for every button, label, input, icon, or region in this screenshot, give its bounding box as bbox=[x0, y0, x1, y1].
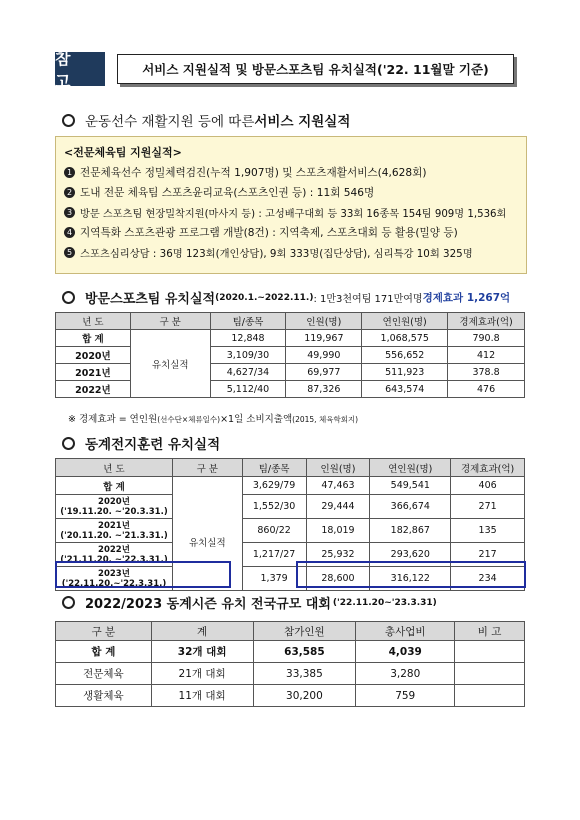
table-cell: 511,923 bbox=[362, 364, 448, 381]
table-row bbox=[56, 519, 525, 543]
table-cell: 5,112/40 bbox=[210, 381, 286, 398]
column-header: 비 고 bbox=[455, 622, 525, 641]
section2-title-text: 방문스포츠팀 유치실적 bbox=[85, 292, 216, 307]
note-prefix: ※ 경제효과 = 연인원 bbox=[68, 414, 158, 425]
table-cell: 406 bbox=[451, 477, 525, 495]
period-range: ('22.11.20.~'22.3.31.) bbox=[61, 578, 167, 589]
table-cell: 293,620 bbox=[370, 543, 451, 567]
table-cell: 412 bbox=[448, 347, 525, 364]
table-cell: 234 bbox=[451, 567, 525, 591]
table-cell: 549,541 bbox=[370, 477, 451, 495]
table-cell: 합 계 bbox=[56, 330, 131, 347]
list-item-text: 도내 전문 체육팀 스포츠윤리교육(스포츠인권 등) : 11회 546명 bbox=[80, 187, 375, 199]
table-row bbox=[56, 347, 525, 364]
table-cell: 643,574 bbox=[362, 381, 448, 398]
bullet-circle-icon bbox=[62, 114, 75, 127]
table-header-row bbox=[56, 622, 525, 641]
list-item bbox=[64, 225, 526, 240]
table-cell: 3,109/30 bbox=[210, 347, 286, 364]
table-cell: 21개 대회 bbox=[151, 663, 253, 685]
table-cell: 1,068,575 bbox=[362, 330, 448, 347]
table-cell: 135 bbox=[451, 519, 525, 543]
table-cell: 271 bbox=[451, 495, 525, 519]
table-cell: 전문체육 bbox=[56, 663, 152, 685]
column-header: 구 분 bbox=[172, 459, 242, 477]
list-item-text: 스포츠심리상담 : 36명 123회(개인상담), 9회 333명(집단상담), 심리특강 10회 325명 bbox=[80, 248, 473, 260]
highlight-2023-values bbox=[296, 561, 526, 588]
table-row bbox=[56, 495, 525, 519]
column-header: 구 분 bbox=[130, 313, 210, 330]
section4-title bbox=[62, 593, 437, 612]
table-cell: 69,977 bbox=[286, 364, 362, 381]
table-row bbox=[56, 663, 525, 685]
number-2-icon: 2 bbox=[64, 187, 75, 198]
table-cell: 366,674 bbox=[370, 495, 451, 519]
table-cell: 1,379 bbox=[242, 567, 306, 591]
reference-tag: 참 고 bbox=[55, 52, 105, 86]
table-row bbox=[56, 381, 525, 398]
section1-title-bold: 서비스 지원실적 bbox=[254, 114, 351, 130]
table-cell: 556,652 bbox=[362, 347, 448, 364]
list-item-text: 전문체육선수 정밀체력검진(누적 1,907명) 및 스포츠재활서비스(4,628회) bbox=[80, 167, 427, 179]
section1-title-prefix: 운동선수 재활지원 등에 따른 bbox=[85, 114, 255, 130]
bullet-circle-icon bbox=[62, 596, 75, 609]
note-small: (선수단×체류일수) bbox=[157, 415, 221, 424]
number-5-icon: 5 bbox=[64, 247, 75, 258]
table-cell: 2022년 bbox=[56, 381, 131, 398]
table-cell: 63,585 bbox=[253, 641, 356, 663]
year-cell bbox=[56, 495, 173, 519]
section4-title-text: 2022/2023 동계시즌 유치 전국규모 대회 bbox=[85, 597, 331, 612]
category-cell: 유치실적 bbox=[172, 495, 242, 591]
column-header: 경제효과(억) bbox=[451, 459, 525, 477]
note-mid: ×1일 소비지출액 bbox=[220, 414, 293, 425]
table-header-row bbox=[56, 459, 525, 477]
column-header: 계 bbox=[151, 622, 253, 641]
table-cell: 87,326 bbox=[286, 381, 362, 398]
list-item bbox=[64, 185, 526, 200]
total-row bbox=[56, 477, 525, 495]
support-record-box bbox=[55, 136, 527, 274]
table-cell: 119,967 bbox=[286, 330, 362, 347]
year-label: 2020년 bbox=[98, 496, 130, 507]
table-cell: 49,990 bbox=[286, 347, 362, 364]
table-cell: 3,280 bbox=[356, 663, 455, 685]
table-cell: 32개 대회 bbox=[151, 641, 253, 663]
table-header-row bbox=[56, 313, 525, 330]
column-header: 년 도 bbox=[56, 459, 173, 477]
column-header: 총사업비 bbox=[356, 622, 455, 641]
table-cell: 생활체육 bbox=[56, 685, 152, 707]
table-cell: 28,600 bbox=[306, 567, 370, 591]
section2-effect: 경제효과 1,267억 bbox=[422, 292, 511, 304]
table-cell: 217 bbox=[451, 543, 525, 567]
table-cell: 182,867 bbox=[370, 519, 451, 543]
column-header: 년 도 bbox=[56, 313, 131, 330]
table-cell bbox=[455, 663, 525, 685]
table-cell: 378.8 bbox=[448, 364, 525, 381]
table-cell: 18,019 bbox=[306, 519, 370, 543]
section4-period: ('22.11.20~'23.3.31) bbox=[332, 597, 437, 608]
section1-title bbox=[62, 110, 350, 130]
list-item-text: 지역특화 스포츠관광 프로그램 개발(8건) : 지역축제, 스포츠대회 등 활용(밀양 등) bbox=[80, 227, 458, 239]
table-cell: 29,444 bbox=[306, 495, 370, 519]
list-item bbox=[64, 245, 526, 260]
table-cell: 860/22 bbox=[242, 519, 306, 543]
table-cell: 12,848 bbox=[210, 330, 286, 347]
table-cell: 759 bbox=[356, 685, 455, 707]
period-range: ('20.11.20. ~'21.3.31.) bbox=[60, 530, 168, 541]
table-cell: 33,385 bbox=[253, 663, 356, 685]
table-cell: 4,627/34 bbox=[210, 364, 286, 381]
box-title: <전문체육팀 지원실적> bbox=[64, 146, 182, 159]
column-header: 인원(명) bbox=[286, 313, 362, 330]
category-cell: 유치실적 bbox=[130, 330, 210, 398]
column-header: 연인원(명) bbox=[370, 459, 451, 477]
column-header: 구 분 bbox=[56, 622, 152, 641]
table-cell: 2021년 bbox=[56, 364, 131, 381]
table-cell: 790.8 bbox=[448, 330, 525, 347]
table-cell: 25,932 bbox=[306, 543, 370, 567]
table-cell: 2020년 bbox=[56, 347, 131, 364]
column-header: 팀/종목 bbox=[210, 313, 286, 330]
competitions-table bbox=[55, 621, 525, 707]
column-header: 팀/종목 bbox=[242, 459, 306, 477]
number-4-icon: 4 bbox=[64, 227, 75, 238]
column-header: 인원(명) bbox=[306, 459, 370, 477]
bullet-circle-icon bbox=[62, 291, 75, 304]
list-item-text: 방문 스포츠팀 현장밀착지원(마사지 등) : 고성배구대회 등 33회 16종목 154팀 909명 1,536회 bbox=[80, 209, 507, 220]
year-cell bbox=[56, 519, 173, 543]
highlight-2023-year bbox=[55, 561, 231, 588]
total-row bbox=[56, 330, 525, 347]
table-cell bbox=[455, 685, 525, 707]
bullet-circle-icon bbox=[62, 437, 75, 450]
section2-summary: : 1만3천여팀 171만여명 bbox=[313, 294, 423, 305]
column-header: 경제효과(억) bbox=[448, 313, 525, 330]
table-cell: 11개 대회 bbox=[151, 685, 253, 707]
table-cell: 476 bbox=[448, 381, 525, 398]
note-source: (2015, 체육학회지) bbox=[292, 415, 359, 424]
table-cell: 1,552/30 bbox=[242, 495, 306, 519]
table-cell: 4,039 bbox=[356, 641, 455, 663]
table-cell: 316,122 bbox=[370, 567, 451, 591]
table-cell bbox=[172, 477, 242, 495]
table-cell bbox=[455, 641, 525, 663]
year-label: 2021년 bbox=[98, 520, 130, 531]
section3-title bbox=[62, 433, 220, 453]
table-row bbox=[56, 685, 525, 707]
table-cell: 합 계 bbox=[56, 641, 152, 663]
number-1-icon: 1 bbox=[64, 167, 75, 178]
table-cell: 3,629/79 bbox=[242, 477, 306, 495]
total-row bbox=[56, 641, 525, 663]
table-cell: 30,200 bbox=[253, 685, 356, 707]
section2-period: (2020.1.~2022.11.) bbox=[215, 292, 314, 303]
document-title: 서비스 지원실적 및 방문스포츠팀 유치실적('22. 11월말 기준) bbox=[117, 54, 514, 84]
list-item bbox=[64, 165, 526, 180]
list-item bbox=[64, 205, 526, 220]
column-header: 참가인원 bbox=[253, 622, 356, 641]
period-range: ('19.11.20. ~'20.3.31.) bbox=[60, 506, 168, 517]
year-label: 2022년 bbox=[98, 544, 130, 555]
number-3-icon: 3 bbox=[64, 207, 75, 218]
visiting-teams-table bbox=[55, 312, 525, 398]
table-cell: 합 계 bbox=[56, 477, 173, 495]
column-header: 연인원(명) bbox=[362, 313, 448, 330]
section3-title-text: 동계전지훈련 유치실적 bbox=[85, 437, 221, 453]
economic-effect-note bbox=[68, 411, 358, 425]
section2-title bbox=[62, 288, 510, 307]
period-range: ('21.11.20. ~'22.3.31.) bbox=[60, 554, 168, 565]
table-row bbox=[56, 364, 525, 381]
year-label: 2023년 bbox=[98, 568, 130, 579]
table-cell: 47,463 bbox=[306, 477, 370, 495]
table-cell: 1,217/27 bbox=[242, 543, 306, 567]
